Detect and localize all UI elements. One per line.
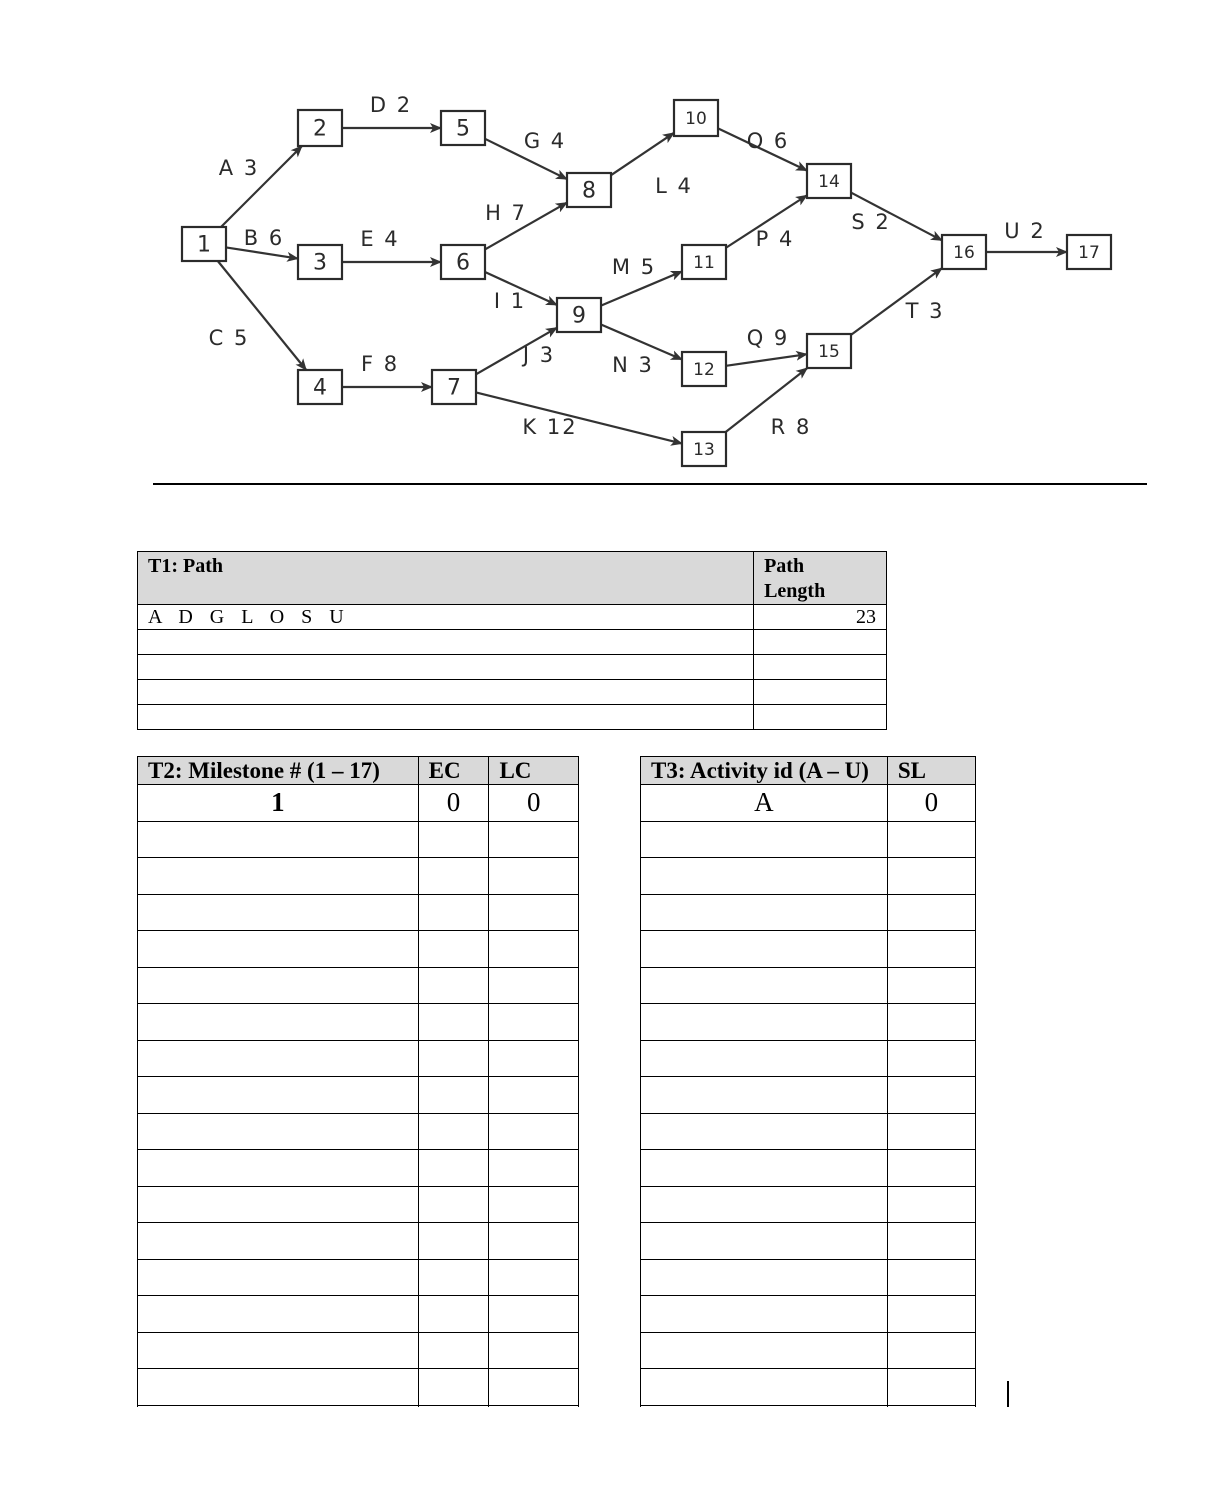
node-label: 17: [1078, 243, 1100, 263]
activity-label: Q 9: [746, 326, 790, 350]
activity-cell[interactable]: [641, 1113, 888, 1150]
activity-label: H 7: [485, 201, 527, 225]
lc-cell[interactable]: [489, 1004, 579, 1041]
milestone-cell[interactable]: [138, 1077, 419, 1114]
path-cell[interactable]: [138, 705, 754, 730]
node-label: 5: [456, 116, 470, 142]
table-row: [641, 821, 976, 858]
milestone-cell[interactable]: [138, 1369, 419, 1406]
lc-cell[interactable]: [489, 1332, 579, 1369]
lc-cell[interactable]: [489, 1113, 579, 1150]
activity-label: U 2: [1004, 219, 1046, 243]
ec-cell[interactable]: [418, 1223, 489, 1260]
ec-header: EC: [418, 757, 489, 785]
activity-label: F 8: [360, 352, 400, 376]
activity-cell[interactable]: [641, 821, 888, 858]
activity-cell[interactable]: [641, 967, 888, 1004]
ec-cell[interactable]: [418, 894, 489, 931]
activity-cell[interactable]: [641, 1405, 888, 1407]
table-row: [138, 1186, 579, 1223]
text-cursor: [1007, 1381, 1009, 1407]
path-length-cell[interactable]: 23: [754, 605, 887, 630]
sl-cell[interactable]: [887, 1223, 975, 1260]
sl-cell[interactable]: [887, 1077, 975, 1114]
table-row: [641, 1405, 976, 1407]
table-row: [641, 1004, 976, 1041]
table-row: [641, 1259, 976, 1296]
activity-cell[interactable]: [641, 931, 888, 968]
table-row: [641, 967, 976, 1004]
milestone-header: T2: Milestone # (1 – 17): [138, 757, 419, 785]
lc-cell[interactable]: [489, 858, 579, 895]
activity-cell[interactable]: [641, 1150, 888, 1187]
ec-cell[interactable]: [418, 931, 489, 968]
milestone-node-8: [567, 173, 611, 207]
milestone-cell[interactable]: [138, 1259, 419, 1296]
path-length-cell[interactable]: [754, 705, 887, 730]
table-row: [641, 1223, 976, 1260]
lc-cell[interactable]: [489, 821, 579, 858]
lc-cell[interactable]: [489, 1405, 579, 1407]
milestone-node-2: [298, 110, 342, 146]
activity-label: N 3: [612, 353, 654, 377]
milestone-cell[interactable]: [138, 858, 419, 895]
ec-cell[interactable]: 0: [418, 785, 489, 822]
path-length-header-line1: Path: [764, 555, 805, 577]
activity-cell[interactable]: [641, 1223, 888, 1260]
table-row: [641, 858, 976, 895]
node-label: 12: [693, 360, 715, 380]
milestone-cell[interactable]: [138, 1150, 419, 1187]
node-label: 6: [456, 250, 470, 276]
node-label: 10: [685, 109, 707, 129]
table-row: [138, 967, 579, 1004]
table-row: [138, 705, 887, 730]
edge-1-4: [218, 261, 306, 370]
table-row: [641, 1040, 976, 1077]
milestone-node-12: [682, 352, 726, 386]
sl-cell[interactable]: 0: [887, 785, 975, 822]
table-row: [641, 1332, 976, 1369]
sl-cell[interactable]: [887, 1296, 975, 1333]
node-label: 8: [582, 178, 596, 204]
path-cell[interactable]: A D G L O S U: [138, 605, 754, 630]
activity-label: T 3: [905, 299, 945, 323]
edge-7-13: [476, 392, 682, 443]
lc-cell[interactable]: [489, 1223, 579, 1260]
lc-cell[interactable]: 0: [489, 785, 579, 822]
table-row: [138, 1259, 579, 1296]
milestone-node-10: [674, 100, 718, 136]
table-row: [138, 1077, 579, 1114]
activity-label: I 1: [493, 289, 527, 313]
sl-cell[interactable]: [887, 821, 975, 858]
activity-label: R 8: [770, 415, 812, 439]
activity-label: A 3: [218, 156, 260, 180]
ec-cell[interactable]: [418, 1296, 489, 1333]
activity-label: C 5: [208, 326, 250, 350]
ec-cell[interactable]: [418, 1113, 489, 1150]
milestone-cell[interactable]: [138, 1186, 419, 1223]
sl-cell[interactable]: [887, 858, 975, 895]
sl-cell[interactable]: [887, 1259, 975, 1296]
milestone-node-15: [807, 334, 851, 368]
table-row: [641, 1369, 976, 1406]
table-row: [138, 1004, 579, 1041]
sl-cell[interactable]: [887, 894, 975, 931]
activity-label: O 6: [746, 129, 790, 153]
node-label: 16: [953, 243, 975, 263]
milestone-cell[interactable]: [138, 931, 419, 968]
table-row: [138, 931, 579, 968]
milestone-node-6: [441, 245, 485, 279]
activity-cell[interactable]: [641, 858, 888, 895]
ec-cell[interactable]: [418, 1405, 489, 1407]
milestone-node-14: [807, 164, 851, 198]
activity-label: B 6: [243, 226, 285, 250]
milestone-node-5: [441, 111, 485, 145]
activity-slack-table: [640, 756, 976, 1407]
milestone-cell[interactable]: [138, 1332, 419, 1369]
node-label: 4: [313, 375, 327, 401]
table-row: [138, 1405, 579, 1407]
activity-label: E 4: [360, 227, 400, 251]
milestone-cell[interactable]: [138, 967, 419, 1004]
ec-cell[interactable]: [418, 1040, 489, 1077]
activity-label: S 2: [851, 210, 891, 234]
activity-cell[interactable]: [641, 1040, 888, 1077]
activity-cell[interactable]: [641, 1296, 888, 1333]
network-diagram: [0, 0, 1227, 500]
activity-cell[interactable]: [641, 1004, 888, 1041]
node-label: 14: [818, 172, 840, 192]
milestone-cell[interactable]: [138, 894, 419, 931]
path-table: [137, 551, 887, 730]
table-row: [138, 1332, 579, 1369]
lc-cell[interactable]: [489, 1369, 579, 1406]
milestone-node-16: [942, 235, 986, 269]
milestone-node-11: [682, 245, 726, 279]
node-label: 1: [197, 232, 211, 258]
table-row: [138, 1369, 579, 1406]
lc-cell[interactable]: [489, 967, 579, 1004]
table-row: [138, 655, 887, 680]
path-header: T1: Path: [138, 552, 754, 605]
path-length-cell[interactable]: [754, 680, 887, 705]
activity-label: G 4: [523, 129, 567, 153]
activity-label: K 12: [522, 415, 578, 439]
ec-cell[interactable]: [418, 1004, 489, 1041]
path-length-header: [754, 552, 887, 605]
path-cell[interactable]: [138, 630, 754, 655]
sl-cell[interactable]: [887, 967, 975, 1004]
activity-cell[interactable]: [641, 1259, 888, 1296]
milestone-node-3: [298, 245, 342, 279]
activity-cell[interactable]: [641, 1077, 888, 1114]
table-row: [138, 785, 579, 822]
table-row: [641, 1186, 976, 1223]
activity-cell[interactable]: [641, 894, 888, 931]
activity-label: L 4: [655, 174, 693, 198]
milestone-node-4: [298, 370, 342, 404]
table-row: [641, 931, 976, 968]
milestone-cell[interactable]: [138, 1405, 419, 1407]
sl-cell[interactable]: [887, 1150, 975, 1187]
activity-label: J 3: [522, 343, 556, 367]
lc-cell[interactable]: [489, 894, 579, 931]
table-row: [641, 894, 976, 931]
ec-cell[interactable]: [418, 1186, 489, 1223]
ec-cell[interactable]: [418, 858, 489, 895]
activity-cell[interactable]: [641, 1369, 888, 1406]
table-row: [138, 1150, 579, 1187]
table-row: [641, 1296, 976, 1333]
lc-cell[interactable]: [489, 931, 579, 968]
activity-label: D 2: [369, 93, 413, 117]
activity-header: T3: Activity id (A – U): [641, 757, 888, 785]
table-row: [138, 605, 887, 630]
sl-cell[interactable]: [887, 1405, 975, 1407]
ec-cell[interactable]: [418, 1259, 489, 1296]
table-row: [138, 821, 579, 858]
lc-cell[interactable]: [489, 1040, 579, 1077]
node-label: 3: [313, 250, 327, 276]
table-row: [641, 1113, 976, 1150]
table-row: [138, 630, 887, 655]
table-row: [138, 1223, 579, 1260]
milestone-cell[interactable]: [138, 1040, 419, 1077]
milestone-cell[interactable]: [138, 1004, 419, 1041]
milestone-cell[interactable]: [138, 1223, 419, 1260]
table-row: [138, 894, 579, 931]
sl-cell[interactable]: [887, 931, 975, 968]
sl-cell[interactable]: [887, 1004, 975, 1041]
node-label: 15: [818, 342, 840, 362]
ec-cell[interactable]: [418, 1369, 489, 1406]
activity-cell[interactable]: A: [641, 785, 888, 822]
table-row: [641, 785, 976, 822]
activity-label: M 5: [611, 255, 657, 279]
edge-12-15: [726, 354, 807, 366]
lc-header: LC: [489, 757, 579, 785]
lc-cell[interactable]: [489, 1077, 579, 1114]
milestone-cell[interactable]: [138, 1113, 419, 1150]
sl-cell[interactable]: [887, 1040, 975, 1077]
path-length-cell[interactable]: [754, 630, 887, 655]
node-label: 13: [693, 440, 715, 460]
activity-cell[interactable]: [641, 1332, 888, 1369]
table-row: [138, 1296, 579, 1333]
table-row: [641, 1077, 976, 1114]
sl-cell[interactable]: [887, 1332, 975, 1369]
path-length-header-line2: Length: [764, 580, 826, 602]
milestone-node-13: [682, 432, 726, 466]
node-label: 9: [572, 303, 586, 329]
lc-cell[interactable]: [489, 1186, 579, 1223]
ec-cell[interactable]: [418, 1332, 489, 1369]
section-divider: [153, 483, 1147, 485]
ec-cell[interactable]: [418, 967, 489, 1004]
milestone-table: [137, 756, 579, 1407]
path-cell[interactable]: [138, 680, 754, 705]
table-row: [138, 858, 579, 895]
ec-cell[interactable]: [418, 1150, 489, 1187]
table-row: [138, 680, 887, 705]
activity-cell[interactable]: [641, 1186, 888, 1223]
ec-cell[interactable]: [418, 1077, 489, 1114]
milestone-node-1: [182, 227, 226, 261]
milestone-node-7: [432, 370, 476, 404]
table-row: [641, 1150, 976, 1187]
path-length-cell[interactable]: [754, 655, 887, 680]
sl-header: SL: [887, 757, 975, 785]
table-row: [138, 1040, 579, 1077]
milestone-node-17: [1067, 235, 1111, 269]
activity-label: P 4: [755, 227, 795, 251]
node-label: 7: [447, 375, 461, 401]
node-label: 11: [693, 253, 715, 273]
milestone-node-9: [557, 298, 601, 332]
lc-cell[interactable]: [489, 1150, 579, 1187]
lc-cell[interactable]: [489, 1259, 579, 1296]
milestone-cell[interactable]: 1: [138, 785, 419, 822]
sl-cell[interactable]: [887, 1186, 975, 1223]
milestone-cell[interactable]: [138, 1296, 419, 1333]
node-label: 2: [313, 116, 327, 142]
sl-cell[interactable]: [887, 1113, 975, 1150]
milestone-table-container: [136, 755, 582, 1407]
path-cell[interactable]: [138, 655, 754, 680]
table-row: [138, 1113, 579, 1150]
ec-cell[interactable]: [418, 821, 489, 858]
milestone-cell[interactable]: [138, 821, 419, 858]
sl-cell[interactable]: [887, 1369, 975, 1406]
activity-table-container: [639, 755, 979, 1407]
lc-cell[interactable]: [489, 1296, 579, 1333]
edge-8-10: [611, 133, 674, 175]
